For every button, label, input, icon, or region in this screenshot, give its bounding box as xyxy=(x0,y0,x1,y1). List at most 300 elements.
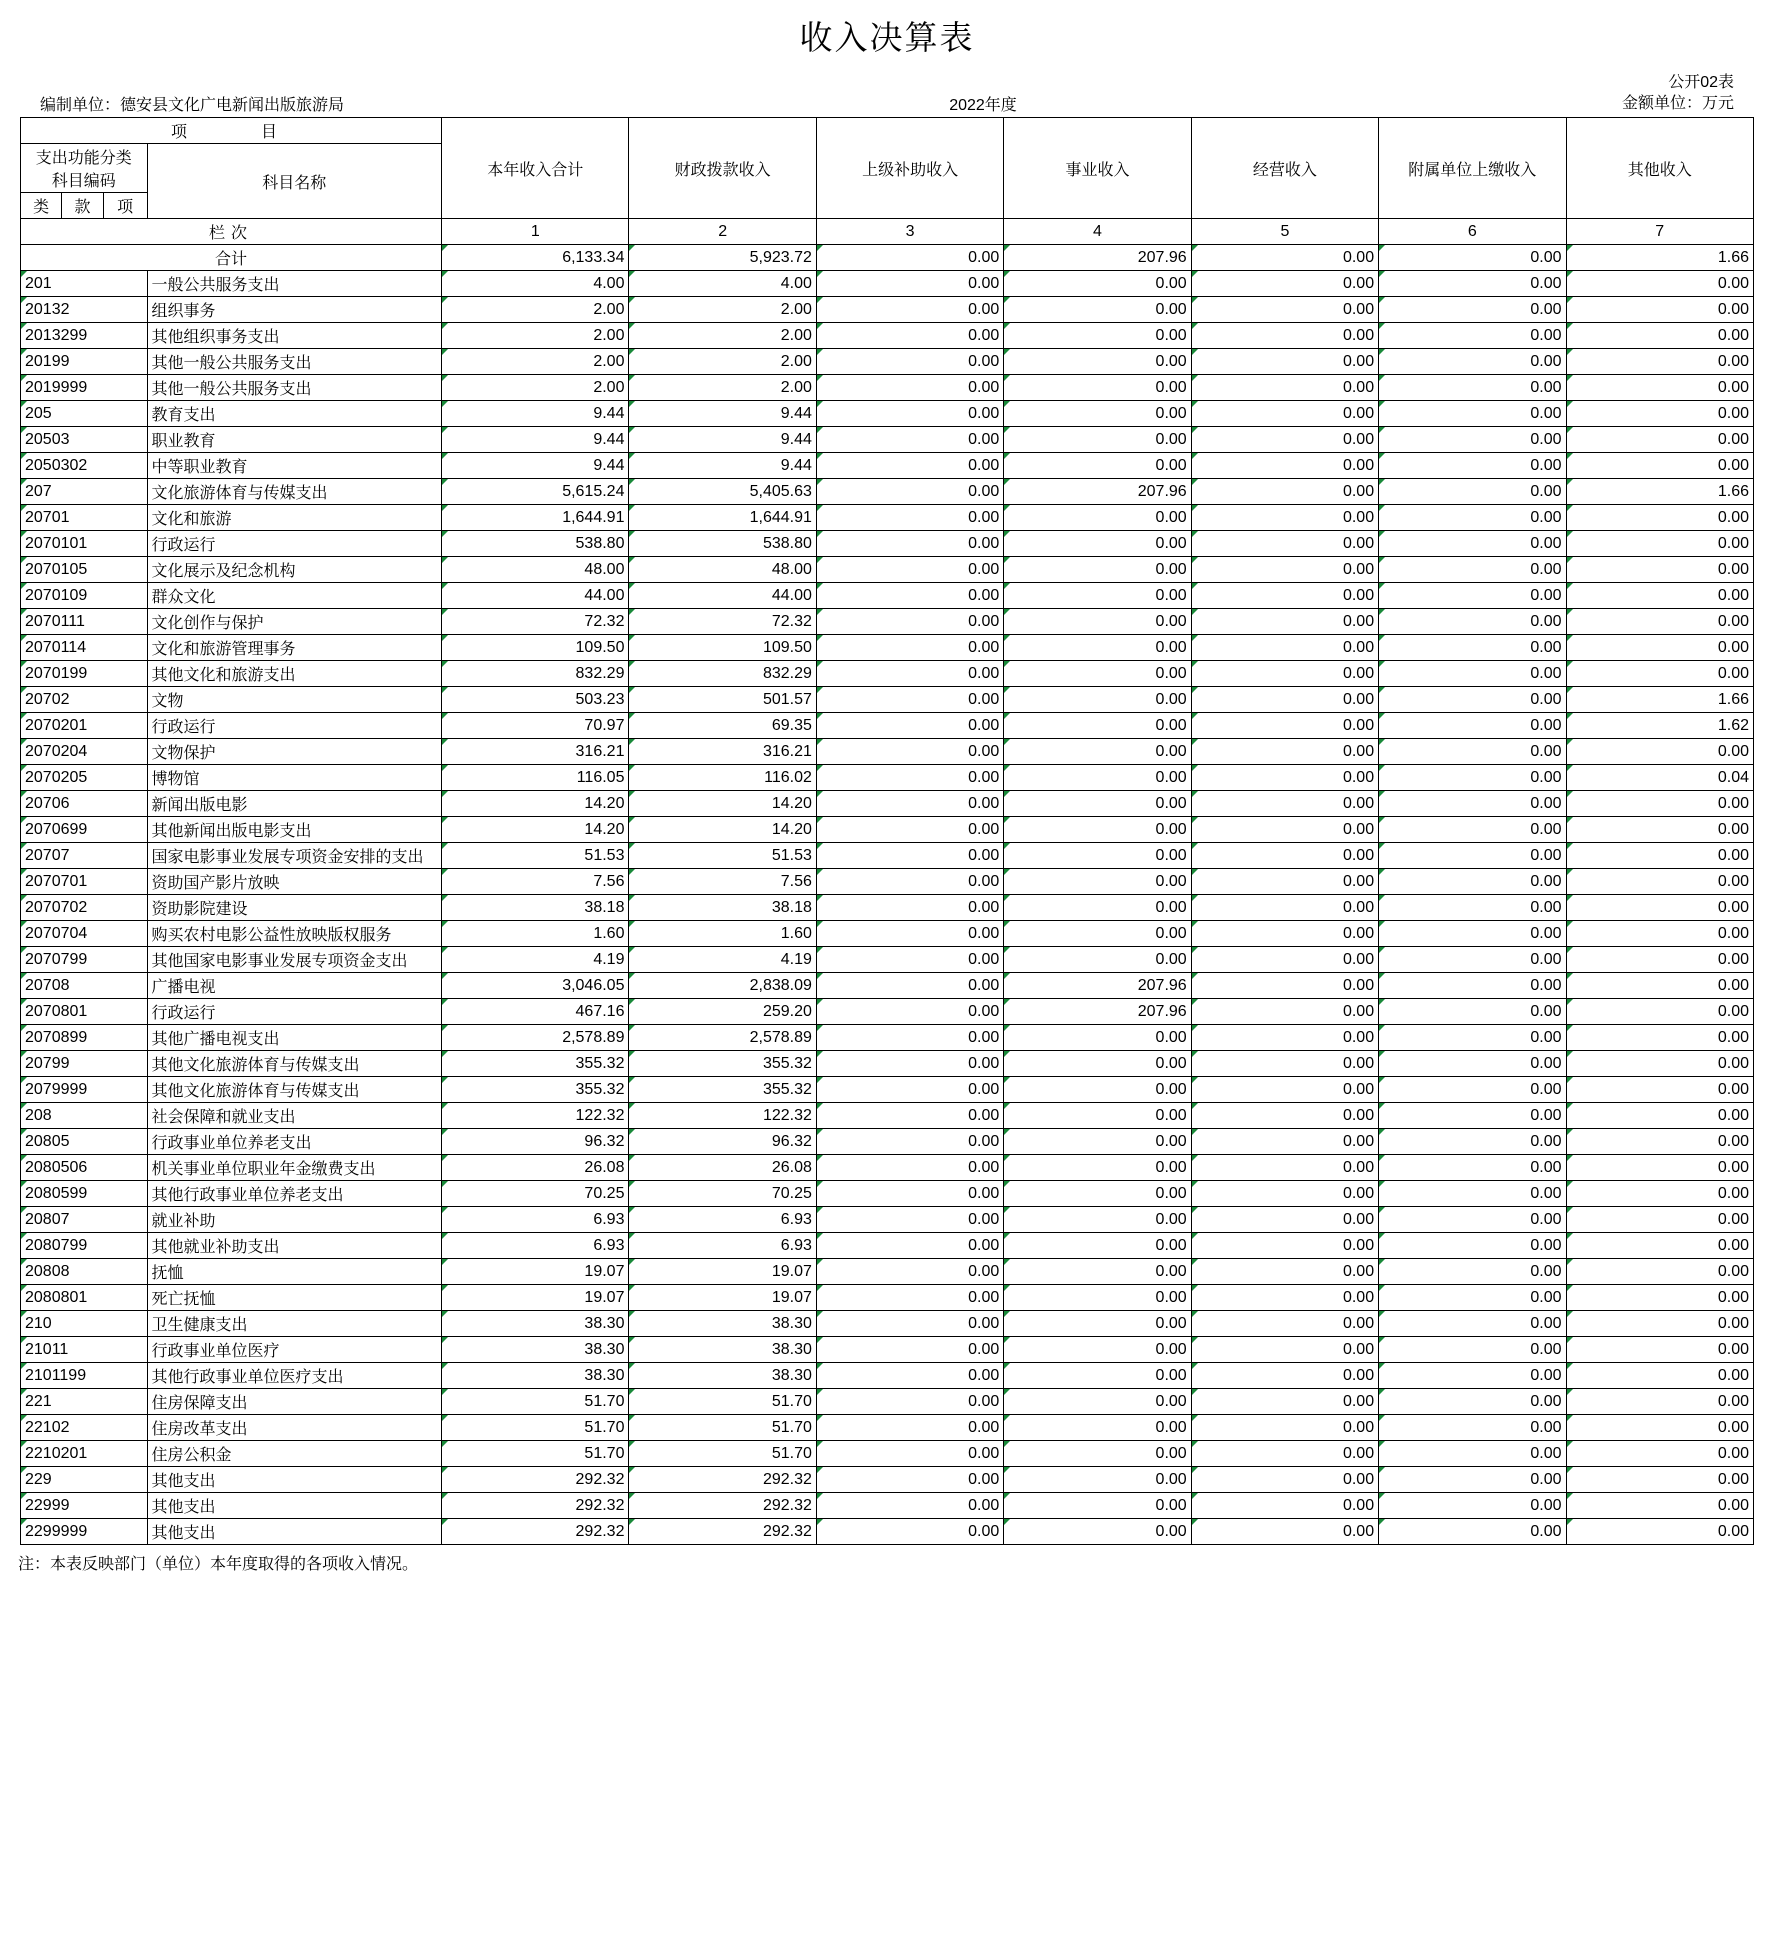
header-subject-name: 科目名称 xyxy=(147,144,442,219)
row-value-5: 0.00 xyxy=(1191,583,1378,609)
row-value-2: 9.44 xyxy=(629,427,816,453)
row-value-2: 1.60 xyxy=(629,921,816,947)
row-subject-name: 资助国产影片放映 xyxy=(147,869,442,895)
row-value-1: 51.70 xyxy=(442,1415,629,1441)
row-value-6: 0.00 xyxy=(1379,557,1566,583)
row-code: 2070704 xyxy=(21,921,148,947)
row-value-2: 1,644.91 xyxy=(629,505,816,531)
row-code: 2070801 xyxy=(21,999,148,1025)
row-value-7: 0.00 xyxy=(1566,1233,1754,1259)
row-value-7: 1.66 xyxy=(1566,687,1754,713)
row-value-5: 0.00 xyxy=(1191,1441,1378,1467)
row-value-2: 38.30 xyxy=(629,1337,816,1363)
row-value-2: 51.53 xyxy=(629,843,816,869)
row-value-7: 0.00 xyxy=(1566,843,1754,869)
row-value-3: 0.00 xyxy=(816,349,1003,375)
row-value-5: 0.00 xyxy=(1191,1493,1378,1519)
row-value-7: 0.00 xyxy=(1566,1415,1754,1441)
row-value-2: 19.07 xyxy=(629,1285,816,1311)
row-value-7: 0.00 xyxy=(1566,661,1754,687)
total-value-4: 207.96 xyxy=(1004,245,1191,271)
row-value-4: 0.00 xyxy=(1004,1519,1191,1545)
row-value-4: 0.00 xyxy=(1004,1077,1191,1103)
row-value-2: 9.44 xyxy=(629,401,816,427)
row-value-2: 51.70 xyxy=(629,1415,816,1441)
row-value-5: 0.00 xyxy=(1191,1155,1378,1181)
row-value-2: 9.44 xyxy=(629,453,816,479)
row-value-7: 0.00 xyxy=(1566,973,1754,999)
row-value-1: 19.07 xyxy=(442,1285,629,1311)
row-subject-name: 其他广播电视支出 xyxy=(147,1025,442,1051)
row-value-1: 2.00 xyxy=(442,349,629,375)
page-title: 收入决算表 xyxy=(799,18,975,57)
row-value-1: 2.00 xyxy=(442,297,629,323)
header-colnum-4: 4 xyxy=(1004,219,1191,245)
row-value-2: 292.32 xyxy=(629,1493,816,1519)
row-subject-name: 其他行政事业单位医疗支出 xyxy=(147,1363,442,1389)
row-value-3: 0.00 xyxy=(816,1155,1003,1181)
row-code: 21011 xyxy=(21,1337,148,1363)
row-value-1: 70.97 xyxy=(442,713,629,739)
row-value-3: 0.00 xyxy=(816,1259,1003,1285)
row-value-1: 48.00 xyxy=(442,557,629,583)
row-code: 20503 xyxy=(21,427,148,453)
row-value-4: 0.00 xyxy=(1004,713,1191,739)
row-value-6: 0.00 xyxy=(1379,1467,1566,1493)
row-subject-name: 文物 xyxy=(147,687,442,713)
row-value-1: 5,615.24 xyxy=(442,479,629,505)
row-value-5: 0.00 xyxy=(1191,999,1378,1025)
row-value-7: 0.00 xyxy=(1566,1129,1754,1155)
row-value-7: 0.00 xyxy=(1566,895,1754,921)
row-subject-name: 住房公积金 xyxy=(147,1441,442,1467)
row-value-7: 0.00 xyxy=(1566,349,1754,375)
row-value-4: 0.00 xyxy=(1004,271,1191,297)
row-value-2: 19.07 xyxy=(629,1259,816,1285)
row-value-5: 0.00 xyxy=(1191,1259,1378,1285)
row-value-7: 0.00 xyxy=(1566,297,1754,323)
table-row xyxy=(21,1155,1754,1181)
table-row xyxy=(21,531,1754,557)
row-value-4: 0.00 xyxy=(1004,1051,1191,1077)
header-lanci-label: 栏次 xyxy=(21,219,442,245)
row-value-3: 0.00 xyxy=(816,505,1003,531)
row-value-6: 0.00 xyxy=(1379,271,1566,297)
row-code: 2299999 xyxy=(21,1519,148,1545)
row-value-7: 0.00 xyxy=(1566,1493,1754,1519)
row-value-5: 0.00 xyxy=(1191,1389,1378,1415)
row-value-1: 292.32 xyxy=(442,1519,629,1545)
row-value-5: 0.00 xyxy=(1191,713,1378,739)
row-value-6: 0.00 xyxy=(1379,1337,1566,1363)
total-value-2: 5,923.72 xyxy=(629,245,816,271)
row-value-5: 0.00 xyxy=(1191,479,1378,505)
row-value-1: 9.44 xyxy=(442,427,629,453)
row-value-6: 0.00 xyxy=(1379,973,1566,999)
row-value-7: 1.66 xyxy=(1566,479,1754,505)
row-value-3: 0.00 xyxy=(816,323,1003,349)
row-value-5: 0.00 xyxy=(1191,947,1378,973)
row-value-5: 0.00 xyxy=(1191,453,1378,479)
row-value-4: 207.96 xyxy=(1004,973,1191,999)
row-value-3: 0.00 xyxy=(816,895,1003,921)
row-code: 2070105 xyxy=(21,557,148,583)
row-subject-name: 其他国家电影事业发展专项资金支出 xyxy=(147,947,442,973)
row-value-4: 0.00 xyxy=(1004,1025,1191,1051)
row-value-4: 0.00 xyxy=(1004,739,1191,765)
row-value-6: 0.00 xyxy=(1379,1363,1566,1389)
table-row xyxy=(21,401,1754,427)
row-value-4: 0.00 xyxy=(1004,895,1191,921)
row-code: 2070799 xyxy=(21,947,148,973)
row-value-3: 0.00 xyxy=(816,531,1003,557)
row-subject-name: 抚恤 xyxy=(147,1259,442,1285)
table-row xyxy=(21,765,1754,791)
row-code: 2070702 xyxy=(21,895,148,921)
row-value-1: 7.56 xyxy=(442,869,629,895)
row-value-5: 0.00 xyxy=(1191,505,1378,531)
row-value-4: 0.00 xyxy=(1004,583,1191,609)
row-value-1: 355.32 xyxy=(442,1077,629,1103)
table-row xyxy=(21,1467,1754,1493)
row-value-6: 0.00 xyxy=(1379,687,1566,713)
row-value-6: 0.00 xyxy=(1379,583,1566,609)
row-value-5: 0.00 xyxy=(1191,687,1378,713)
table-row xyxy=(21,375,1754,401)
table-row xyxy=(21,1259,1754,1285)
row-subject-name: 一般公共服务支出 xyxy=(147,271,442,297)
row-value-3: 0.00 xyxy=(816,765,1003,791)
row-code: 2080801 xyxy=(21,1285,148,1311)
table-row xyxy=(21,323,1754,349)
header-col-1: 本年收入合计 xyxy=(442,118,629,219)
header-subcol-3: 项 xyxy=(103,193,147,219)
row-value-3: 0.00 xyxy=(816,1493,1003,1519)
row-value-6: 0.00 xyxy=(1379,427,1566,453)
row-value-5: 0.00 xyxy=(1191,817,1378,843)
compiler-unit: 编制单位：德安县文化广电新闻出版旅游局 xyxy=(40,97,345,114)
row-value-2: 38.30 xyxy=(629,1311,816,1337)
header-subcol-2: 款 xyxy=(62,193,103,219)
row-value-5: 0.00 xyxy=(1191,765,1378,791)
row-code: 20132 xyxy=(21,297,148,323)
row-value-7: 0.00 xyxy=(1566,1181,1754,1207)
row-value-4: 0.00 xyxy=(1004,1493,1191,1519)
row-value-3: 0.00 xyxy=(816,453,1003,479)
row-code: 2080506 xyxy=(21,1155,148,1181)
row-code: 2070205 xyxy=(21,765,148,791)
row-value-2: 538.80 xyxy=(629,531,816,557)
total-value-7: 1.66 xyxy=(1566,245,1754,271)
row-subject-name: 卫生健康支出 xyxy=(147,1311,442,1337)
header-row-lanci xyxy=(21,219,1754,245)
row-value-2: 51.70 xyxy=(629,1441,816,1467)
row-value-7: 0.00 xyxy=(1566,375,1754,401)
amount-unit: 金额单位：万元 xyxy=(1621,95,1734,113)
row-code: 2070114 xyxy=(21,635,148,661)
row-value-4: 0.00 xyxy=(1004,843,1191,869)
row-value-4: 0.00 xyxy=(1004,817,1191,843)
row-value-1: 51.70 xyxy=(442,1441,629,1467)
row-value-5: 0.00 xyxy=(1191,271,1378,297)
row-value-1: 109.50 xyxy=(442,635,629,661)
row-value-7: 0.00 xyxy=(1566,453,1754,479)
row-value-1: 292.32 xyxy=(442,1467,629,1493)
row-value-4: 0.00 xyxy=(1004,921,1191,947)
row-value-4: 0.00 xyxy=(1004,427,1191,453)
table-row xyxy=(21,1181,1754,1207)
row-subject-name: 其他支出 xyxy=(147,1493,442,1519)
table-row xyxy=(21,505,1754,531)
row-subject-name: 其他一般公共服务支出 xyxy=(147,375,442,401)
table-row xyxy=(21,271,1754,297)
row-code: 2019999 xyxy=(21,375,148,401)
header-colnum-3: 3 xyxy=(816,219,1003,245)
row-value-1: 503.23 xyxy=(442,687,629,713)
row-value-2: 69.35 xyxy=(629,713,816,739)
row-value-4: 0.00 xyxy=(1004,1467,1191,1493)
row-value-1: 96.32 xyxy=(442,1129,629,1155)
row-value-4: 0.00 xyxy=(1004,1103,1191,1129)
row-value-6: 0.00 xyxy=(1379,375,1566,401)
row-value-2: 355.32 xyxy=(629,1077,816,1103)
row-code: 22102 xyxy=(21,1415,148,1441)
row-subject-name: 博物馆 xyxy=(147,765,442,791)
row-value-2: 109.50 xyxy=(629,635,816,661)
row-code: 2080799 xyxy=(21,1233,148,1259)
row-value-6: 0.00 xyxy=(1379,531,1566,557)
table-row xyxy=(21,635,1754,661)
table-row xyxy=(21,1311,1754,1337)
table-row xyxy=(21,817,1754,843)
row-value-3: 0.00 xyxy=(816,843,1003,869)
row-value-6: 0.00 xyxy=(1379,1233,1566,1259)
row-subject-name: 购买农村电影公益性放映版权服务 xyxy=(147,921,442,947)
row-value-2: 2.00 xyxy=(629,375,816,401)
row-value-3: 0.00 xyxy=(816,687,1003,713)
header-col-7: 其他收入 xyxy=(1566,118,1754,219)
table-row xyxy=(21,661,1754,687)
table-row xyxy=(21,687,1754,713)
row-value-7: 0.00 xyxy=(1566,271,1754,297)
row-subject-name: 新闻出版电影 xyxy=(147,791,442,817)
row-subject-name: 其他组织事务支出 xyxy=(147,323,442,349)
row-value-6: 0.00 xyxy=(1379,1051,1566,1077)
row-value-4: 0.00 xyxy=(1004,635,1191,661)
row-value-4: 0.00 xyxy=(1004,1207,1191,1233)
row-value-3: 0.00 xyxy=(816,479,1003,505)
row-value-5: 0.00 xyxy=(1191,427,1378,453)
row-value-7: 0.00 xyxy=(1566,947,1754,973)
row-value-5: 0.00 xyxy=(1191,895,1378,921)
table-row xyxy=(21,1285,1754,1311)
row-code: 20799 xyxy=(21,1051,148,1077)
row-value-5: 0.00 xyxy=(1191,1051,1378,1077)
row-value-3: 0.00 xyxy=(816,1207,1003,1233)
table-row xyxy=(21,1051,1754,1077)
header-row-group xyxy=(21,118,1754,144)
row-code: 20707 xyxy=(21,843,148,869)
row-value-3: 0.00 xyxy=(816,427,1003,453)
row-value-4: 0.00 xyxy=(1004,1337,1191,1363)
row-value-2: 832.29 xyxy=(629,661,816,687)
row-value-2: 6.93 xyxy=(629,1233,816,1259)
row-subject-name: 机关事业单位职业年金缴费支出 xyxy=(147,1155,442,1181)
row-value-1: 9.44 xyxy=(442,453,629,479)
row-subject-name: 广播电视 xyxy=(147,973,442,999)
row-code: 2070701 xyxy=(21,869,148,895)
row-value-1: 1.60 xyxy=(442,921,629,947)
row-value-4: 0.00 xyxy=(1004,375,1191,401)
row-value-2: 292.32 xyxy=(629,1519,816,1545)
row-value-5: 0.00 xyxy=(1191,297,1378,323)
row-code: 208 xyxy=(21,1103,148,1129)
row-subject-name: 行政事业单位养老支出 xyxy=(147,1129,442,1155)
row-value-1: 355.32 xyxy=(442,1051,629,1077)
row-subject-name: 其他文化和旅游支出 xyxy=(147,661,442,687)
row-value-5: 0.00 xyxy=(1191,1233,1378,1259)
row-value-7: 0.00 xyxy=(1566,1441,1754,1467)
row-value-3: 0.00 xyxy=(816,1337,1003,1363)
row-value-3: 0.00 xyxy=(816,1077,1003,1103)
row-value-7: 0.00 xyxy=(1566,1311,1754,1337)
row-value-5: 0.00 xyxy=(1191,375,1378,401)
row-value-7: 0.00 xyxy=(1566,1363,1754,1389)
header-col-3: 上级补助收入 xyxy=(816,118,1003,219)
header-colnum-2: 2 xyxy=(629,219,816,245)
total-value-6: 0.00 xyxy=(1379,245,1566,271)
row-value-4: 207.96 xyxy=(1004,999,1191,1025)
row-value-7: 0.00 xyxy=(1566,1207,1754,1233)
row-value-7: 0.00 xyxy=(1566,427,1754,453)
row-value-7: 0.00 xyxy=(1566,1051,1754,1077)
row-value-7: 0.04 xyxy=(1566,765,1754,791)
table-row xyxy=(21,921,1754,947)
meta-row xyxy=(0,92,1774,117)
table-row xyxy=(21,297,1754,323)
row-value-5: 0.00 xyxy=(1191,1181,1378,1207)
header-colnum-7: 7 xyxy=(1566,219,1754,245)
row-value-6: 0.00 xyxy=(1379,713,1566,739)
table-row xyxy=(21,1103,1754,1129)
row-value-6: 0.00 xyxy=(1379,1103,1566,1129)
row-subject-name: 住房保障支出 xyxy=(147,1389,442,1415)
row-value-2: 38.18 xyxy=(629,895,816,921)
row-value-3: 0.00 xyxy=(816,869,1003,895)
row-value-4: 0.00 xyxy=(1004,1441,1191,1467)
row-value-2: 2.00 xyxy=(629,323,816,349)
row-subject-name: 行政事业单位医疗 xyxy=(147,1337,442,1363)
row-value-6: 0.00 xyxy=(1379,661,1566,687)
row-value-6: 0.00 xyxy=(1379,1311,1566,1337)
row-value-5: 0.00 xyxy=(1191,531,1378,557)
row-value-7: 0.00 xyxy=(1566,401,1754,427)
row-value-4: 0.00 xyxy=(1004,1155,1191,1181)
row-value-6: 0.00 xyxy=(1379,999,1566,1025)
row-value-2: 96.32 xyxy=(629,1129,816,1155)
row-subject-name: 其他就业补助支出 xyxy=(147,1233,442,1259)
row-value-3: 0.00 xyxy=(816,375,1003,401)
row-code: 205 xyxy=(21,401,148,427)
row-subject-name: 其他支出 xyxy=(147,1467,442,1493)
row-value-3: 0.00 xyxy=(816,1103,1003,1129)
row-value-4: 0.00 xyxy=(1004,1311,1191,1337)
row-value-6: 0.00 xyxy=(1379,739,1566,765)
table-row xyxy=(21,1337,1754,1363)
row-value-4: 0.00 xyxy=(1004,453,1191,479)
row-value-1: 292.32 xyxy=(442,1493,629,1519)
row-value-6: 0.00 xyxy=(1379,609,1566,635)
row-value-2: 2,838.09 xyxy=(629,973,816,999)
row-code: 229 xyxy=(21,1467,148,1493)
row-value-7: 0.00 xyxy=(1566,1285,1754,1311)
row-subject-name: 其他一般公共服务支出 xyxy=(147,349,442,375)
row-code: 20808 xyxy=(21,1259,148,1285)
row-value-6: 0.00 xyxy=(1379,505,1566,531)
row-value-6: 0.00 xyxy=(1379,453,1566,479)
row-value-4: 0.00 xyxy=(1004,401,1191,427)
row-value-7: 0.00 xyxy=(1566,1519,1754,1545)
table-row xyxy=(21,739,1754,765)
row-value-3: 0.00 xyxy=(816,921,1003,947)
table-row xyxy=(21,1025,1754,1051)
row-value-6: 0.00 xyxy=(1379,765,1566,791)
row-value-4: 0.00 xyxy=(1004,765,1191,791)
row-value-2: 292.32 xyxy=(629,1467,816,1493)
fiscal-year: 2022年度 xyxy=(949,97,1017,114)
row-code: 221 xyxy=(21,1389,148,1415)
row-value-5: 0.00 xyxy=(1191,869,1378,895)
row-value-3: 0.00 xyxy=(816,713,1003,739)
row-value-3: 0.00 xyxy=(816,1051,1003,1077)
row-code: 20706 xyxy=(21,791,148,817)
row-value-1: 467.16 xyxy=(442,999,629,1025)
row-subject-name: 文化和旅游 xyxy=(147,505,442,531)
row-value-1: 2,578.89 xyxy=(442,1025,629,1051)
row-value-1: 44.00 xyxy=(442,583,629,609)
row-value-2: 501.57 xyxy=(629,687,816,713)
row-value-1: 2.00 xyxy=(442,375,629,401)
row-value-2: 259.20 xyxy=(629,999,816,1025)
table-row xyxy=(21,1207,1754,1233)
row-value-1: 832.29 xyxy=(442,661,629,687)
income-table xyxy=(20,117,1754,1545)
row-value-6: 0.00 xyxy=(1379,895,1566,921)
table-row xyxy=(21,1233,1754,1259)
row-code: 2070699 xyxy=(21,817,148,843)
row-subject-name: 文物保护 xyxy=(147,739,442,765)
row-value-1: 538.80 xyxy=(442,531,629,557)
row-value-2: 48.00 xyxy=(629,557,816,583)
row-value-6: 0.00 xyxy=(1379,1025,1566,1051)
row-value-5: 0.00 xyxy=(1191,1467,1378,1493)
row-value-1: 26.08 xyxy=(442,1155,629,1181)
row-value-6: 0.00 xyxy=(1379,1415,1566,1441)
row-value-2: 122.32 xyxy=(629,1103,816,1129)
row-subject-name: 行政运行 xyxy=(147,531,442,557)
row-value-1: 14.20 xyxy=(442,817,629,843)
row-subject-name: 其他新闻出版电影支出 xyxy=(147,817,442,843)
row-code: 20702 xyxy=(21,687,148,713)
row-code: 20805 xyxy=(21,1129,148,1155)
row-value-6: 0.00 xyxy=(1379,1441,1566,1467)
row-value-4: 0.00 xyxy=(1004,1415,1191,1441)
row-value-5: 0.00 xyxy=(1191,973,1378,999)
table-row xyxy=(21,973,1754,999)
table-row xyxy=(21,609,1754,635)
row-code: 2079999 xyxy=(21,1077,148,1103)
row-value-3: 0.00 xyxy=(816,1233,1003,1259)
